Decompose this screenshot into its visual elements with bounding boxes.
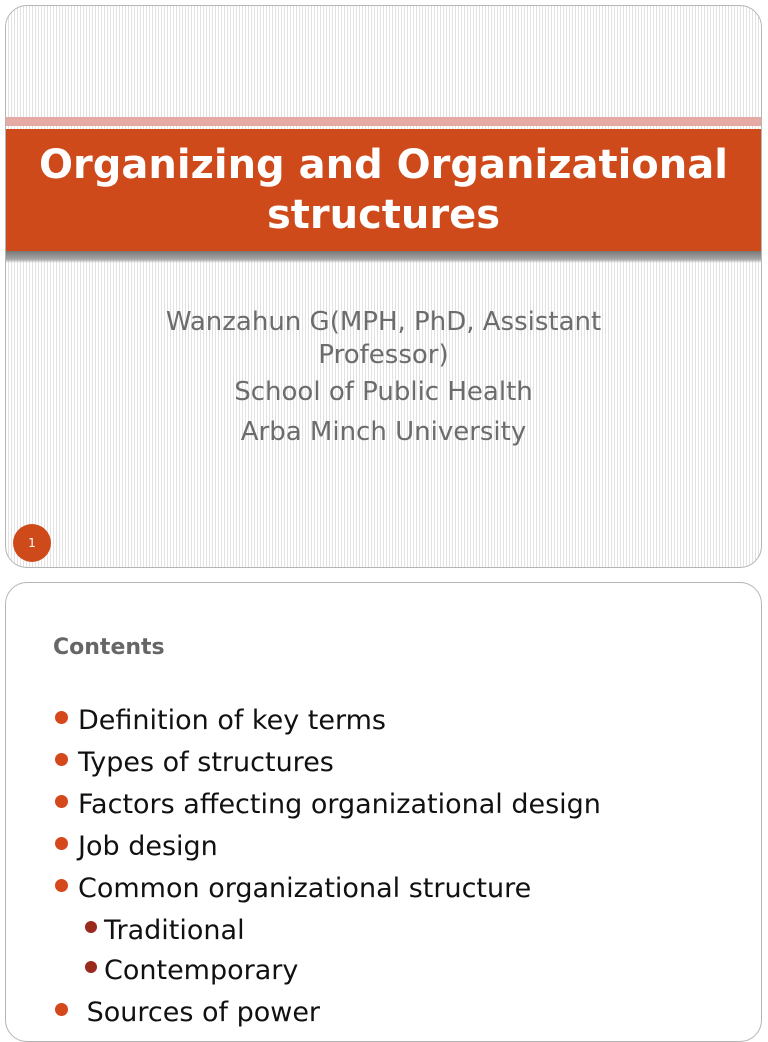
list-item-text: Definition of key terms [78,705,386,736]
title-slide [5,5,762,568]
title-band-shadow [6,251,761,263]
list-item-text: Factors affecting organizational design [78,789,601,820]
slide-title: Organizing and Organizational structures [39,142,728,238]
contents-heading: Contents [53,635,165,660]
school-line: School of Public Health [234,377,533,407]
author-line: Wanzahun G(MPH, PhD, Assistant Professor) [165,307,602,370]
list-item-text: Types of structures [78,747,334,778]
list-item [50,827,601,869]
bullet-icon [55,711,68,724]
list-item [50,785,601,827]
contents-list [50,701,601,1035]
list-item-text: Job design [78,831,218,862]
list-item-text: Traditional [104,915,245,946]
list-item-text: Common organizational structure [78,873,532,904]
sub-bullet-icon [85,961,97,973]
sub-bullet-icon [85,921,97,933]
list-item [50,869,601,911]
title-top-accent-line [6,117,761,126]
bullet-icon [55,879,68,892]
university-line: Arba Minch University [240,417,527,447]
list-item [50,993,601,1035]
list-item [50,743,601,785]
bullet-icon [55,753,68,766]
contents-slide [5,582,762,1042]
bullet-icon [55,795,68,808]
bullet-icon [55,837,68,850]
list-item-text: Contemporary [104,955,299,986]
sub-list-item [50,911,601,951]
title-band [6,129,761,251]
sub-list-item [50,951,601,991]
subtitle-block [6,306,761,452]
list-item [50,701,601,743]
bullet-icon [55,1003,68,1016]
slide-number-badge: 1 [13,524,51,562]
list-item-text: Sources of power [78,997,321,1028]
